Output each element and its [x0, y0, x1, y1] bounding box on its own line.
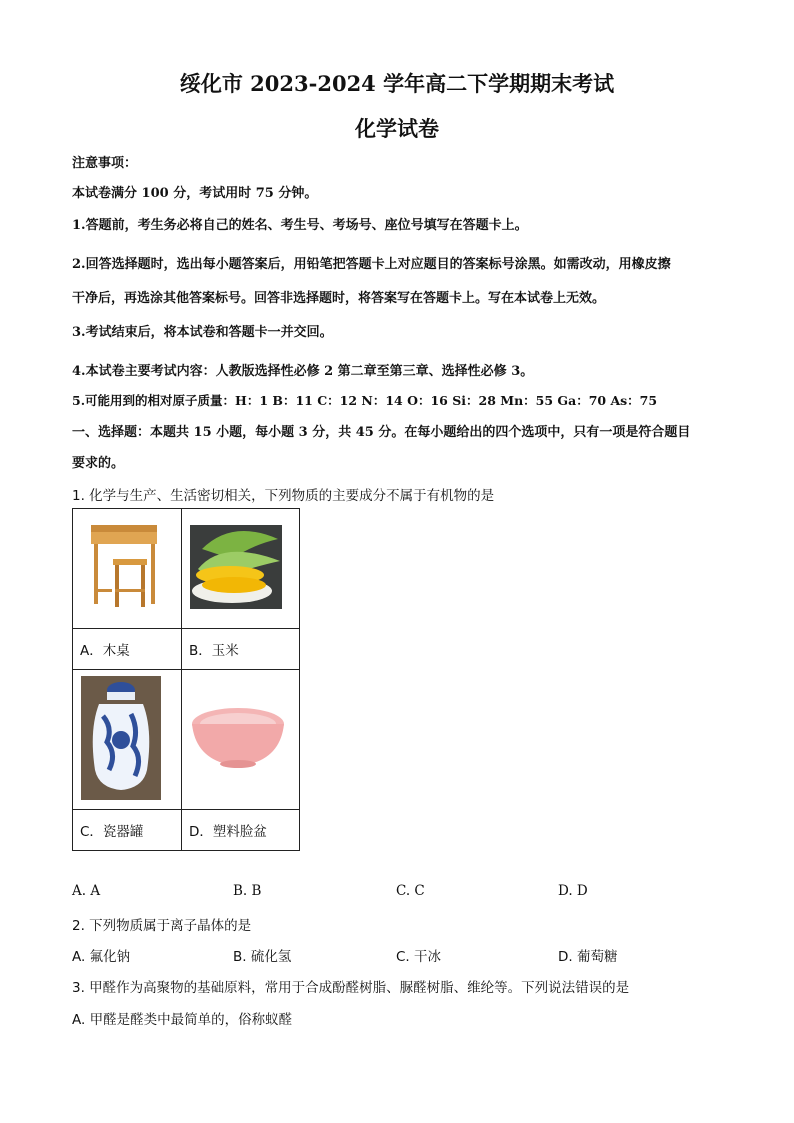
choice-a: A. A: [72, 883, 101, 899]
notes-line: 本试卷满分 100 分，考试用时 75 分钟。: [72, 186, 318, 201]
option-b-label: B．玉米: [182, 629, 300, 670]
notes-line: 5.可能用到的相对原子质量：H：1 B：11 C：12 N：14 O：16 Si：28 Mn：55 Ga：70 As：75: [72, 393, 658, 408]
question-stem: 3. 甲醛作为高聚物的基础原料，常用于合成酚醛树脂、脲醛树脂、维纶等。下列说法错误的是: [72, 980, 630, 996]
choice-d: D. D: [558, 883, 588, 899]
choice-b: B. 硫化氢: [233, 949, 292, 965]
plastic-basin-icon: [182, 670, 299, 805]
notes-line: 2.回答选择题时，选出每小题答案后，用铅笔把答题卡上对应题目的答案标号涂黑。如需改动，用橡皮擦: [72, 257, 671, 272]
option-c-label: C．瓷器罐: [73, 810, 182, 851]
section-heading: 要求的。: [72, 456, 125, 471]
option-c-image-cell: [73, 670, 182, 810]
notes-heading: 注意事项：: [72, 156, 138, 171]
option-d-image-cell: [182, 670, 300, 810]
option-a-image-cell: [73, 509, 182, 629]
choice-a: A. 氟化钠: [72, 949, 131, 965]
options-table: [72, 508, 300, 851]
choice-b: B. B: [233, 883, 262, 899]
page-title: 绥化市 2023-2024 学年高二下学期期末考试: [179, 71, 615, 96]
porcelain-jar-icon: [73, 670, 181, 805]
choice-d: D. 葡萄糖: [558, 949, 618, 965]
notes-line: 4.本试卷主要考试内容：人教版选择性必修 2 第二章至第三章、选择性必修 3。: [72, 364, 534, 379]
option-b-image-cell: [182, 509, 300, 629]
wooden-desk-icon: [73, 509, 181, 624]
section-heading: 一、选择题：本题共 15 小题，每小题 3 分，共 45 分。在每小题给出的四个选项中，只有一项是符合题目: [72, 425, 691, 440]
choice-c: C. 干冰: [396, 949, 442, 965]
question-stem: 2. 下列物质属于离子晶体的是: [72, 918, 252, 934]
option-d-label: D．塑料脸盆: [182, 810, 300, 851]
notes-line: 3.考试结束后，将本试卷和答题卡一并交回。: [72, 325, 333, 340]
page-subtitle: 化学试卷: [355, 116, 439, 141]
corn-icon: [182, 509, 299, 624]
notes-line: 1.答题前，考生务必将自己的姓名、考生号、考场号、座位号填写在答题卡上。: [72, 218, 528, 233]
option-a-label: A．木桌: [73, 629, 182, 670]
notes-line: 干净后，再选涂其他答案标号。回答非选择题时，将答案写在答题卡上。写在本试卷上无效。: [72, 291, 606, 306]
choice-c: C. C: [396, 883, 425, 899]
choice-a: A. 甲醛是醛类中最简单的，俗称蚁醛: [72, 1012, 293, 1028]
question-stem: 1. 化学与生产、生活密切相关，下列物质的主要成分不属于有机物的是: [72, 488, 495, 504]
